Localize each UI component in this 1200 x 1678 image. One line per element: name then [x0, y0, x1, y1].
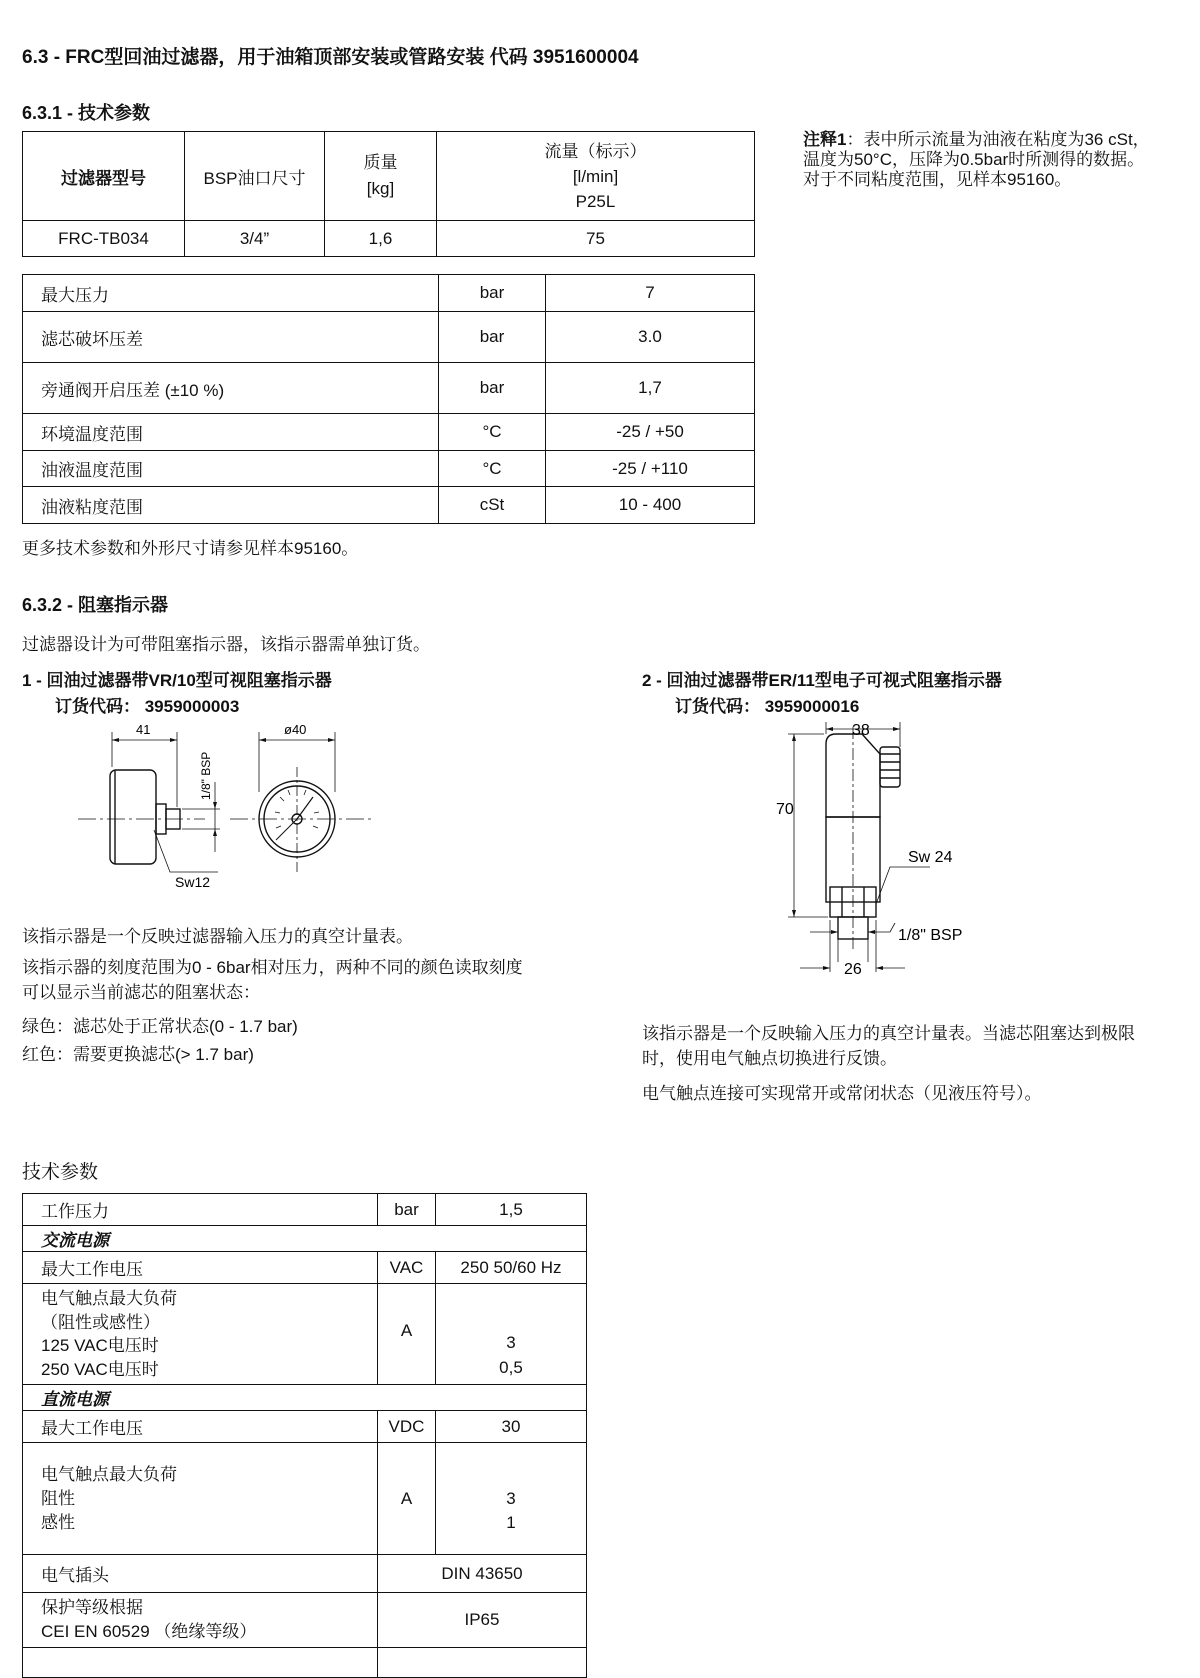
note-line-2: 温度为50°C，压降为0.5bar时所测得的数据。 [803, 150, 1145, 169]
desc2-line: 时，使用电气触点切换进行反馈。 [642, 1049, 897, 1068]
filter-spec-table [22, 131, 755, 257]
page-heading: 6.3 - FRC型回油过滤器，用于油箱顶部安装或管路安装 代码 3951600004 [22, 47, 639, 68]
row-value: 3.0 [546, 312, 755, 363]
dim-70: 70 [776, 801, 794, 818]
dc-voltage-unit: VDC [378, 1411, 436, 1443]
item1-title: 1 - 回油过滤器带VR/10型可视阻塞指示器 [22, 671, 332, 690]
row-label: 油液粘度范围 [23, 487, 439, 524]
row-label: 滤芯破坏压差 [23, 312, 439, 363]
dim-sw24: Sw 24 [908, 849, 953, 866]
ac-load-unit [378, 1284, 436, 1385]
note [803, 130, 1150, 190]
section-title-indicator: 6.3.2 - 阻塞指示器 [22, 595, 169, 615]
note-line-1: ：表中所示流量为油液在粘度为36 cSt， [846, 130, 1150, 149]
dc-voltage-label: 最大工作电压 [23, 1411, 378, 1443]
electric-spec-table [22, 1193, 587, 1678]
protection-value: IP65 [378, 1593, 587, 1648]
row-label: 油液温度范围 [23, 451, 439, 487]
dim-41: 41 [136, 722, 151, 737]
desc1-line: 该指示器的刻度范围为0 - 6bar相对压力，两种不同的颜色读取刻度 [22, 958, 523, 977]
desc2 [642, 1021, 1135, 1106]
item2-code: 订货代码： 3959000016 [675, 697, 860, 716]
desc1 [22, 924, 523, 1067]
dim-sw: Sw12 [175, 874, 211, 890]
protection-line: CEI EN 60529 （绝缘等级） [41, 1622, 257, 1641]
ac-load-values [436, 1284, 587, 1385]
dim-40: ø40 [284, 722, 307, 737]
desc2-line: 该指示器是一个反映输入压力的真空计量表。当滤芯阻塞达到极限 [642, 1024, 1135, 1043]
ac-header: 交流电源 [23, 1226, 587, 1252]
row-unit: bar [439, 275, 546, 312]
dc-load-values [436, 1443, 587, 1555]
header-flow-unit: [l/min] [572, 166, 619, 186]
dc-load-label [23, 1443, 378, 1555]
header-mass-unit: [kg] [366, 179, 395, 198]
header-flow-grade: P25L [575, 191, 616, 211]
ac-load-line: 250 VAC电压时 [41, 1359, 159, 1379]
header-bsp: BSP油口尺寸 [185, 132, 325, 221]
er11-drawing [776, 722, 1010, 1002]
dim-bsp2: 1/8" BSP [898, 927, 963, 944]
note-line-3: 对于不同粘度范围，见样本95160。 [803, 170, 1072, 189]
header-mass-label: 质量 [363, 153, 398, 172]
row-value: -25 / +110 [546, 451, 755, 487]
wp-unit: bar [378, 1194, 436, 1226]
dc-load-line: 感性 [41, 1512, 75, 1532]
header-model: 过滤器型号 [23, 132, 185, 221]
dc-header: 直流电源 [23, 1385, 587, 1411]
dim-26: 26 [844, 961, 862, 978]
row-unit: bar [439, 363, 546, 414]
row-value: -25 / +50 [546, 414, 755, 451]
note-bold: 注释1 [803, 130, 847, 149]
ac-load-v2: 0,5 [499, 1358, 523, 1377]
row-unit: °C [439, 451, 546, 487]
protection-label [23, 1593, 378, 1648]
wp-label: 工作压力 [23, 1194, 378, 1226]
more-info: 更多技术参数和外形尺寸请参见样本95160。 [22, 539, 359, 558]
dim-bsp: 1/8" BSP [199, 751, 213, 800]
dc-load-line: 电气触点最大负荷 [41, 1464, 177, 1484]
ac-voltage-value: 250 50/60 Hz [436, 1252, 587, 1284]
row-unit: °C [439, 414, 546, 451]
row-value: 10 - 400 [546, 487, 755, 524]
cell-mass: 1,6 [325, 221, 437, 257]
desc1-line: 可以显示当前滤芯的阻塞状态： [22, 983, 260, 1002]
desc1-line: 该指示器是一个反映过滤器输入压力的真空计量表。 [22, 927, 413, 946]
row-label: 旁通阀开启压差 (±10 %) [23, 363, 439, 414]
ac-load-unit-text: A [400, 1321, 413, 1340]
plug-value: DIN 43650 [378, 1555, 587, 1593]
ac-load-label [23, 1284, 378, 1385]
item2-title: 2 - 回油过滤器带ER/11型电子可视式阻塞指示器 [642, 671, 1002, 690]
section-title-tech: 6.3.1 - 技术参数 [22, 103, 151, 123]
row-label: 环境温度范围 [23, 414, 439, 451]
dc-load-v1: 3 [506, 1488, 516, 1508]
row-value: 7 [546, 275, 755, 312]
plug-label: 电气插头 [23, 1555, 378, 1593]
row-label: 最大压力 [23, 275, 439, 312]
row-unit: bar [439, 312, 546, 363]
row-unit: cSt [439, 487, 546, 524]
wp-value: 1,5 [436, 1194, 587, 1226]
desc2-line: 电气触点连接可实现常开或常闭状态（见液压符号）。 [642, 1084, 1042, 1103]
dc-load-line: 阻性 [41, 1488, 75, 1508]
dc-load-v2: 1 [506, 1512, 516, 1532]
desc1-line: 绿色：滤芯处于正常状态(0 - 1.7 bar) [22, 1017, 298, 1036]
ac-load-line: 125 VAC电压时 [41, 1336, 159, 1355]
ac-voltage-unit: VAC [378, 1252, 436, 1284]
header-mass [325, 132, 437, 221]
ac-voltage-label: 最大工作电压 [23, 1252, 378, 1284]
empty-cell [378, 1648, 587, 1678]
ac-load-v1: 3 [506, 1333, 516, 1352]
dc-load-unit: A [378, 1443, 436, 1555]
protection-line: 保护等级根据 [41, 1598, 143, 1617]
ac-load-line: 电气触点最大负荷 [41, 1289, 177, 1308]
pressure-spec-table [22, 274, 755, 524]
cell-model: FRC-TB034 [23, 221, 185, 257]
row-value: 1,7 [546, 363, 755, 414]
dc-voltage-value: 30 [436, 1411, 587, 1443]
vr10-drawing [70, 722, 380, 912]
empty-cell [23, 1648, 378, 1678]
dim-38: 38 [852, 722, 870, 739]
header-flow-label: 流量（标示） [544, 141, 647, 161]
cell-bsp: 3/4” [185, 221, 325, 257]
section-title-params: 技术参数 [22, 1162, 99, 1183]
indicator-intro: 过滤器设计为可带阻塞指示器，该指示器需单独订货。 [22, 635, 430, 654]
cell-flow: 75 [437, 221, 755, 257]
item1-code: 订货代码： 3959000003 [55, 697, 240, 716]
header-flow [437, 132, 755, 221]
desc1-line: 红色：需要更换滤芯(> 1.7 bar) [22, 1045, 254, 1064]
ac-load-line: （阻性或感性） [41, 1312, 160, 1332]
